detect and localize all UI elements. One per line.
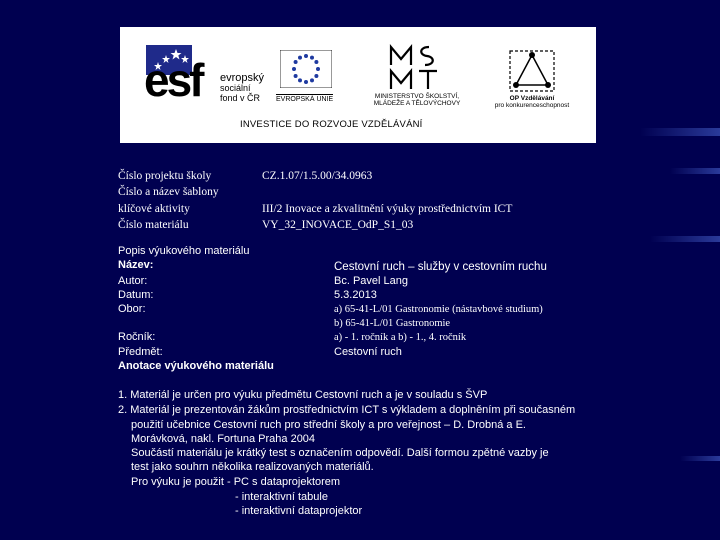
op-line-2: pro konkurenceschopnost [494, 102, 570, 109]
annotation-line-6: Pro výuku je použit - PC s dataprojektorem [131, 476, 341, 488]
background-stripe [670, 168, 720, 174]
msmt-logo-icon [385, 43, 445, 93]
rocnik-label: Ročník: [118, 331, 156, 343]
project-label-1: Číslo a název šablony [118, 186, 219, 198]
datum-value: 5.3.2013 [334, 289, 377, 301]
annotation-line-2: použití učebnice Cestovní ruch pro střední školy a pro veřejnost – D. Drobná a E. [131, 419, 526, 431]
op-line-1: OP Vzdělávání [509, 95, 555, 102]
msmt-line-2: MLÁDEŽE A TĚLOVÝCHOVY [373, 100, 461, 107]
msmt-line-1: MINISTERSTVO ŠKOLSTVÍ, [374, 93, 460, 100]
autor-label: Autor: [118, 275, 148, 287]
obor-value-2: b) 65-41-L/01 Gastronomie [334, 318, 451, 329]
annotation-line-8: - interaktivní dataprojektor [235, 505, 363, 517]
annotation-line-7: - interaktivní tabule [235, 491, 328, 503]
project-value-2: III/2 Inovace a zkvalitnění výuky prostřednictvím ICT [262, 203, 513, 215]
op-vzdelavani-logo-icon [504, 45, 564, 95]
eu-flag-icon [280, 50, 332, 88]
esf-logo-text [220, 73, 264, 103]
obor-label: Obor: [118, 303, 146, 315]
rocnik-value: a) - 1. ročník a b) - 1., 4. ročník [334, 332, 467, 343]
annotation-line-5: test jako souhrn několika realizovaných materiálů. [131, 461, 374, 473]
project-value-0: CZ.1.07/1.5.00/34.0963 [262, 170, 373, 182]
nazev-value: Cestovní ruch – služby v cestovním ruchu [334, 261, 547, 273]
annotation-line-0: 1. Materiál je určen pro výuku předmětu Cestovní ruch a je v souladu s ŠVP [118, 389, 488, 401]
eu-label: EVROPSKÁ UNIE [276, 96, 334, 103]
annotation-line-4: Součástí materiálu je krátký test s označením odpovědí. Další formou zpětné vazby je [131, 447, 549, 459]
esf-logo-letters: esf [144, 54, 202, 106]
project-label-0: Číslo projektu školy [118, 170, 212, 182]
background-stripe [640, 128, 720, 136]
background-stripe [650, 236, 720, 242]
nazev-label: Název: [118, 259, 154, 271]
op-label [482, 95, 582, 109]
project-label-2: klíčové aktivity [118, 203, 190, 215]
logo-banner [120, 27, 596, 143]
anotace-heading: Anotace výukového materiálu [118, 360, 274, 372]
esf-line-3: fond v ČR [220, 93, 261, 103]
material-heading: Popis výukového materiálu [118, 245, 250, 257]
predmet-value: Cestovní ruch [334, 346, 402, 358]
msmt-label [357, 93, 477, 107]
project-label-3: Číslo materiálu [118, 219, 189, 231]
esf-line-1: evropský [220, 72, 265, 84]
autor-value: Bc. Pavel Lang [334, 275, 408, 287]
esf-line-2: sociální [220, 83, 251, 93]
project-value-3: VY_32_INOVACE_OdP_S1_03 [262, 219, 414, 231]
obor-value-1: a) 65-41-L/01 Gastronomie (nástavbové studium) [334, 304, 543, 315]
predmet-label: Předmět: [118, 346, 163, 358]
annotation-line-1: 2. Materiál je prezentován žákům prostřednictvím ICT s výkladem a doplněním při současném [118, 404, 576, 416]
investice-label: INVESTICE DO ROZVOJE VZDĚLÁVÁNÍ [240, 119, 423, 130]
annotation-line-3: Morávková, nakl. Fortuna Praha 2004 [131, 433, 316, 445]
datum-label: Datum: [118, 289, 154, 301]
background-stripe [680, 456, 720, 461]
